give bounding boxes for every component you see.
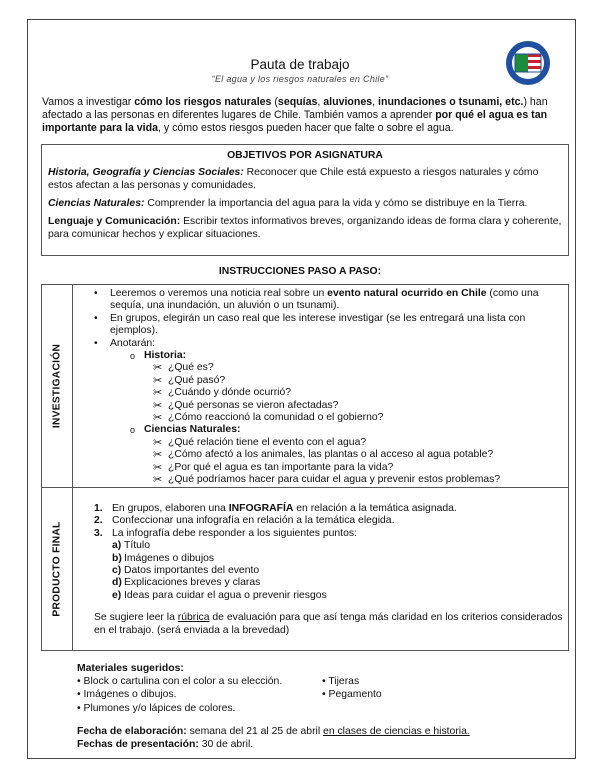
rubric-link[interactable]: rúbrica <box>177 612 210 624</box>
instructions-table <box>41 284 569 651</box>
list-item: 2. Confeccionar una infografía en relación a la temática elegida. <box>94 515 395 527</box>
list-item: ✂ ¿Cómo reaccionó la comunidad o el gobierno? <box>153 412 384 425</box>
list-item: ✂ ¿Cómo afectó a los animales, las plantas o al acceso al agua potable? <box>153 449 494 462</box>
list-item: ✂ ¿Qué pasó? <box>153 374 226 387</box>
scissors-bullet-icon: ✂ <box>153 474 163 487</box>
objectives-heading: OBJETIVOS POR ASIGNATURA <box>227 150 383 161</box>
list-item: • Pegamento <box>322 689 382 701</box>
scissors-bullet-icon: ✂ <box>153 399 163 412</box>
scissors-bullet-icon: ✂ <box>153 374 163 387</box>
investigacion-label-cell <box>42 285 73 487</box>
list-item: ✂ ¿Qué relación tiene el evento con el agua? <box>153 436 367 449</box>
presentation-date: Fechas de presentación: 30 de abril. <box>77 739 254 750</box>
list-item: e) Ideas para cuidar el agua o prevenir riesgos <box>112 589 327 601</box>
list-item: ✂ ¿Cuándo y dónde ocurrió? <box>153 387 292 400</box>
list-item: ✂ ¿Qué podríamos hacer para cuidar el agua y prevenir estos problemas? <box>153 474 501 487</box>
objective-ciencias: Ciencias Naturales: Comprender la importancia del agua para la vida y cómo se distribuye en la Tierra. <box>48 198 528 209</box>
scissors-bullet-icon: ✂ <box>153 436 163 449</box>
scissors-bullet-icon: ✂ <box>153 412 163 425</box>
list-item: • Tijeras <box>322 676 360 688</box>
elaboration-date: Fecha de elaboración: semana del 21 al 25 de abril en clases de ciencias e historia. <box>77 726 470 737</box>
historia-sublabel: o Historia: <box>82 350 566 362</box>
rubric-note: Se sugiere leer la rúbrica de evaluación para que así tenga más claridad en los criterios considerados en el trabajo. (será enviada a la brevedad) <box>94 612 563 636</box>
list-item: • Plumones y/o lápices de colores. <box>77 702 236 714</box>
producto-label-cell <box>42 488 73 650</box>
list-item: • Leeremos o veremos una noticia real sobre un evento natural ocurrido en Chile (como una sequía, una inundación, un aluvión o un tsunami). <box>82 288 566 313</box>
producto-content <box>82 503 566 637</box>
list-item: ✂ ¿Qué es? <box>153 362 214 375</box>
list-item: ✂ ¿Qué personas se vieron afectadas? <box>153 399 339 412</box>
scissors-bullet-icon: ✂ <box>153 362 163 375</box>
page-subtitle: “El agua y los riesgos naturales en Chile” <box>211 74 389 84</box>
scissors-bullet-icon: ✂ <box>153 461 163 474</box>
list-item: • Imágenes o dibujos. <box>77 689 177 701</box>
school-logo <box>505 40 551 86</box>
dates-section <box>77 725 567 751</box>
intro-paragraph: Vamos a investigar cómo los riesgos naturales (sequías, aluviones, inundaciones o tsunami, etc.) han afectado a las personas en diferentes lugares de Chile. También vamos a aprender por qué el agua es tan importante para la vida, y cómo estos riesgos pueden hacer que falte o sobre el agua. <box>42 96 548 134</box>
list-item: d) Explicaciones breves y claras <box>112 577 261 589</box>
scissors-bullet-icon: ✂ <box>153 449 163 462</box>
list-item: 1. En grupos, elaboren una INFOGRAFÍA en relación a la temática asignada. <box>94 503 457 514</box>
scissors-bullet-icon: ✂ <box>153 387 163 400</box>
list-item: • Anotarán: <box>82 338 566 350</box>
investigacion-content <box>82 288 566 487</box>
list-item: • Block o cartulina con el color a su elección. <box>77 676 283 688</box>
materials-heading: Materiales sugeridos: <box>77 663 184 674</box>
list-item: a) Título <box>112 540 150 552</box>
investigacion-label: INVESTIGACIÓN <box>51 343 63 429</box>
objectives-box <box>41 144 569 256</box>
objective-lenguaje: Lenguaje y Comunicación: Escribir textos informativos breves, organizando ideas de forma clara y coherente, para comunicar hechos y explicar situaciones. <box>48 216 562 240</box>
list-item: ✂ ¿Por qué el agua es tan importante para la vida? <box>153 461 394 474</box>
list-item: b) Imágenes o dibujos <box>112 552 215 564</box>
list-item: c) Datos importantes del evento <box>112 565 260 577</box>
materials-section <box>77 662 567 715</box>
row-divider <box>42 487 568 488</box>
list-item: 3. La infografía debe responder a los siguientes puntos: <box>94 527 357 539</box>
ciencias-sublabel: o Ciencias Naturales: <box>82 424 566 436</box>
producto-label: PRODUCTO FINAL <box>51 521 63 617</box>
page-title: Pauta de trabajo <box>250 57 350 72</box>
list-item: • En grupos, elegirán un caso real que les interese investigar (se les entregará una lista con ejemplos). <box>82 313 566 338</box>
instructions-heading: INSTRUCCIONES PASO A PASO: <box>218 266 382 277</box>
objective-historia: Historia, Geografía y Ciencias Sociales: Reconocer que Chile está expuesto a riesgos naturales y cómo estos afectan a las personas y comunidades. <box>48 167 539 191</box>
